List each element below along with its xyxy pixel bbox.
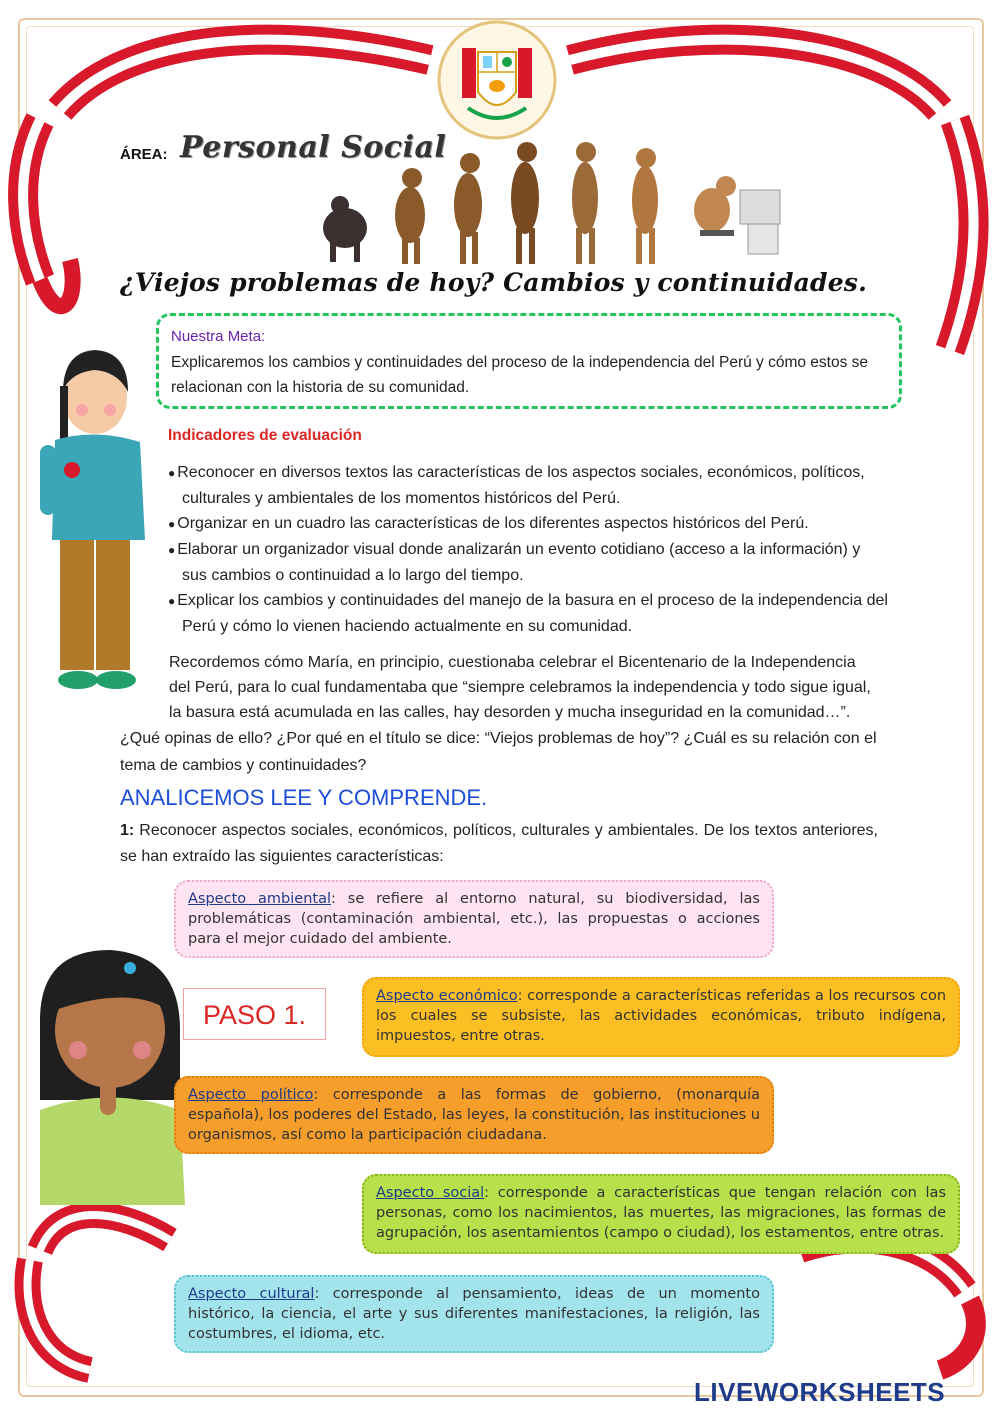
aspect-text: : corresponde al pensamiento, ideas de un momento histórico, la ciencia, el arte y sus diferentes manifestaciones, la religión, las costumbres, el idioma, etc. [188, 1286, 760, 1342]
girl-illustration-1 [40, 350, 145, 689]
aspect-card-ambiental [174, 880, 774, 958]
paso-label: PASO 1. [183, 988, 326, 1040]
aspect-label: Aspecto social [376, 1185, 485, 1201]
indicators-title: Indicadores de evaluación [168, 427, 362, 444]
brand-logo-text[interactable]: LIVEWORKSHEETS [694, 1377, 946, 1407]
aspect-text: : se refiere al entorno natural, su biodiversidad, las problemáticas (contaminación ambiental, etc.), las propuestas o acciones para el mejor cuidado del ambiente. [188, 891, 760, 947]
page-title: ¿Viejos problemas de hoy? Cambios y continuidades. [120, 268, 867, 297]
indicator-item: ● Organizar en un cuadro las características de los diferentes aspectos históricos del Perú. [168, 511, 888, 537]
aspect-label: Aspecto cultural [188, 1286, 315, 1302]
goal-box [156, 313, 902, 409]
aspect-card-economico [362, 977, 960, 1057]
indicators-list [168, 460, 888, 639]
aspect-label: Aspecto económico [376, 988, 518, 1004]
aspect-label: Aspecto político [188, 1087, 314, 1103]
aspect-card-politico [174, 1076, 774, 1154]
step-instruction [120, 818, 878, 870]
girl-illustration-2 [40, 950, 185, 1205]
ribbon-top-left [23, 40, 430, 307]
aspect-text: : corresponde a las formas de gobierno, (monarquía española), los poderes del Estado, las leyes, la constitución, las instituciones u organismos, así como la participación ciudadana. [188, 1087, 760, 1143]
aspect-text: : corresponde a características que tengan relación con las personas, como los nacimientos, las muertes, las migraciones, las formas de agrupación, los asentamientos (campo o ciudad), los estamentos, entre otras. [376, 1185, 946, 1241]
aspect-card-cultural [174, 1275, 774, 1353]
reminder-paragraph: Recordemos cómo María, en principio, cuestionaba celebrar el Bicentenario de la Independencia del Perú, para lo cual fundamentaba que “siempre celebramos la independencia y todo sigue igual, la basura está acumulada en las calles, hay desorden y mucha inseguridad en la comunidad…”. [169, 654, 871, 721]
area-name: Personal Social [180, 130, 447, 165]
indicator-item: ● Elaborar un organizador visual donde analizarán un evento cotidiano (acceso a la información) y sus cambios o continuidad a lo largo del tiempo. [168, 537, 888, 588]
analyze-heading: ANALICEMOS LEE Y COMPRENDE. [120, 785, 488, 810]
goal-text: Explicaremos los cambios y continuidades del proceso de la independencia del Perú y cómo estos se relacionan con la historia de su comunidad. [171, 354, 869, 396]
step-number: 1: [120, 822, 135, 839]
indicator-item: ● Reconocer en diversos textos las características de los aspectos sociales, económicos, políticos, culturales y ambientales de los momentos históricos del Perú. [168, 460, 888, 511]
question-paragraph: ¿Qué opinas de ello? ¿Por qué en el título se dice: “Viejos problemas de hoy”? ¿Cuál es su relación con el tema de cambios y continuidades? [120, 730, 877, 774]
aspect-label: Aspecto ambiental [188, 891, 331, 907]
area-label: ÁREA: [120, 146, 168, 163]
indicator-item: ● Explicar los cambios y continuidades del manejo de la basura en el proceso de la independencia del Perú y cómo lo vienen haciendo actualmente en su comunidad. [168, 588, 888, 639]
aspect-text: : corresponde a características referidas a los recursos con los cuales se subsiste, las actividades económicas, tributo indígena, impuestos, entre otras. [376, 988, 947, 1044]
step-text: Reconocer aspectos sociales, económicos, políticos, culturales y ambientales. De los textos anteriores, se han extraído las siguientes características: [120, 822, 878, 865]
goal-title: Nuestra Meta: [171, 328, 266, 345]
coat-of-arms-icon [439, 22, 555, 138]
aspect-card-social [362, 1174, 960, 1254]
